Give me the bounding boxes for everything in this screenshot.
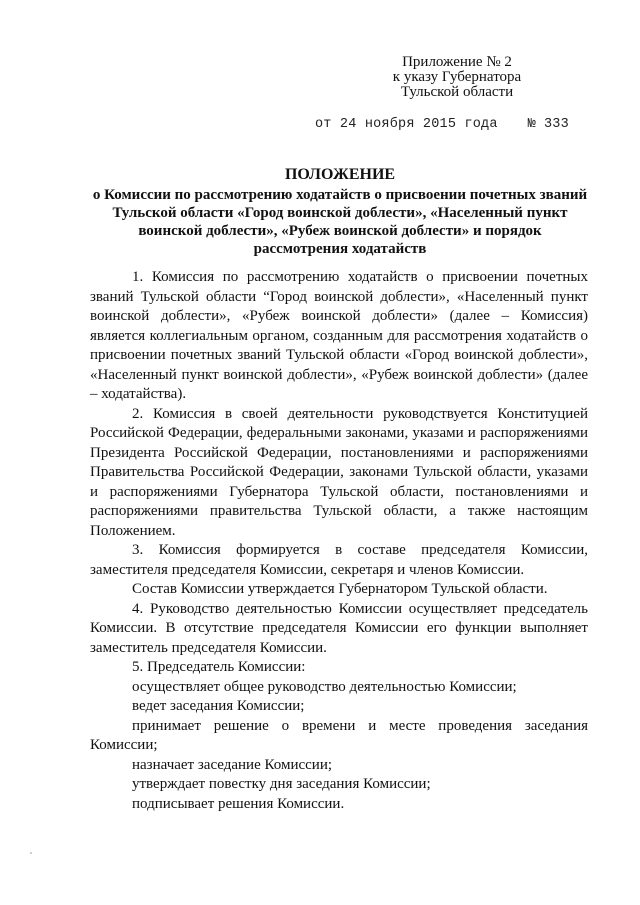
list-item: утверждает повестку дня заседания Комиссии; xyxy=(132,776,431,792)
list-item: подписывает решения Комиссии. xyxy=(132,795,345,812)
appendix-line: Приложение № 2 xyxy=(402,54,512,70)
paragraph: 3. Комиссия формируется в составе председателя Комиссии, заместителя председателя Комиссии, секретаря и членов Комиссии. xyxy=(90,542,588,578)
list-item: ведет заседания Комиссии; xyxy=(132,698,305,714)
paragraph: 4. Руководство деятельностью Комиссии осуществляет председатель Комиссии. В отсутствие председателя Комиссии его функции выполняет заместитель председателя Комиссии. xyxy=(90,600,588,656)
paragraph: Состав Комиссии утверждается Губернатором Тульской области. xyxy=(132,581,548,597)
list-item: осуществляет общее руководство деятельностью Комиссии; xyxy=(132,678,517,695)
appendix-line: к указу Губернатора xyxy=(392,69,522,85)
date-number-stamp xyxy=(315,117,569,132)
list-item: назначает заседание Комиссии; xyxy=(132,756,333,773)
scan-artifact xyxy=(30,852,32,854)
document-title-block xyxy=(70,166,610,258)
list-item: принимает решение о времени и месте проведения заседания Комиссии; xyxy=(90,717,588,753)
subtitle-line: Тульской области «Город воинской доблести», «Населенный пункт xyxy=(112,205,568,221)
paragraph: 5. Председатель Комиссии: xyxy=(132,659,306,675)
paragraph: 1. Комиссия по рассмотрению ходатайств о присвоении почетных званий Тульской области “Город воинской доблести», «Населенный пункт воинской доблести», «Рубеж воинской доблести» (далее – Комиссия) является коллегиальным органом, созданным для рассмотрения ходатайств о присвоении почетных званий Тульской области «Город воинской доблести», «Населенный пункт воинской доблести», «Рубеж воинской доблести» (далее – ходатайства). xyxy=(90,269,588,402)
paragraph: 2. Комиссия в своей деятельности руководствуется Конституцией Российской Федерации, федеральными законами, указами и распоряжениями Президента Российской Федерации, постановлениями и распоряжениями Правительства Российской Федерации, законами Тульской области, указами и распоряжениями Губернатора Тульской области, постановлениями и распоряжениями правительства Тульской области, а также настоящим Положением. xyxy=(90,405,588,539)
subtitle-line: о Комиссии по рассмотрению ходатайств о присвоении почетных званий xyxy=(92,187,588,203)
date-prefix: от xyxy=(315,117,332,132)
document-body xyxy=(90,268,588,814)
document-number: 333 xyxy=(543,117,569,132)
appendix-block xyxy=(382,55,532,100)
subtitle-line: воинской доблести», «Рубеж воинской доблести» и порядок xyxy=(138,223,542,239)
document-date: 24 ноября 2015 года xyxy=(339,117,498,132)
appendix-line: Тульской области xyxy=(400,84,514,100)
number-label: № xyxy=(527,117,536,132)
document-title: ПОЛОЖЕНИЕ xyxy=(284,166,396,183)
subtitle-line: рассмотрения ходатайств xyxy=(253,241,427,257)
